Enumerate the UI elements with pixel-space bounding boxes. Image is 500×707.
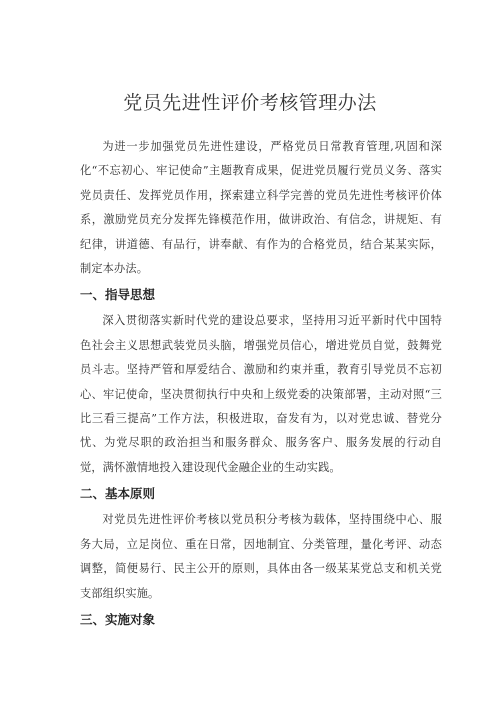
section-heading-guiding-ideology: 一、指导思想 bbox=[80, 287, 156, 303]
section-paragraph-basic-principles: 对党员先进性评价考核以党员积分考核为载体，坚持围绕中心、服务大局，立足岗位、重在日常，因地制宜、分类管理，量化考评、动态调整，简便易行、民主公开的原则，具体由各一级某某党总支和机关党支部组织实施。 bbox=[80, 513, 442, 600]
section-heading-implementation-targets: 三、实施对象 bbox=[80, 611, 156, 627]
section-paragraph-guiding-ideology: 深入贯彻落实新时代党的建设总要求，坚持用习近平新时代中国特色社会主义思想武装党员头脑，增强党员信心，增进党员自觉，鼓舞党员斗志。坚持严管和厚爱结合、激励和约束并重，教育引导党员不忘初心、牢记使命，坚决贯彻执行中央和上级党委的决策部署，主动对照“三比三看三提高”工作方法，积极进取，奋发有为，以对党忠诚、替党分忧、为党尽职的政治担当和服务群众、服务客户、服务发展的行动自觉，满怀激情地投入建设现代金融企业的生动实践。 bbox=[80, 314, 442, 474]
document-body bbox=[80, 135, 442, 634]
intro-paragraph: 为进一步加强党员先进性建设，严格党员日常教育管理,巩固和深化“不忘初心、牢记使命”主题教育成果，促进党员履行党员义务、落实党员责任、发挥党员作用，探索建立科学完善的党员先进性考核评价体系，激励党员充分发挥先锋模范作用，做讲政治、有信念，讲规矩、有纪律，讲道德、有品行，讲奉献、有作为的合格党员，结合某某实际，制定本办法。 bbox=[80, 140, 442, 276]
document-title: 党员先进性评价考核管理办法 bbox=[123, 92, 377, 114]
section-heading-basic-principles: 二、基本原则 bbox=[80, 486, 156, 502]
